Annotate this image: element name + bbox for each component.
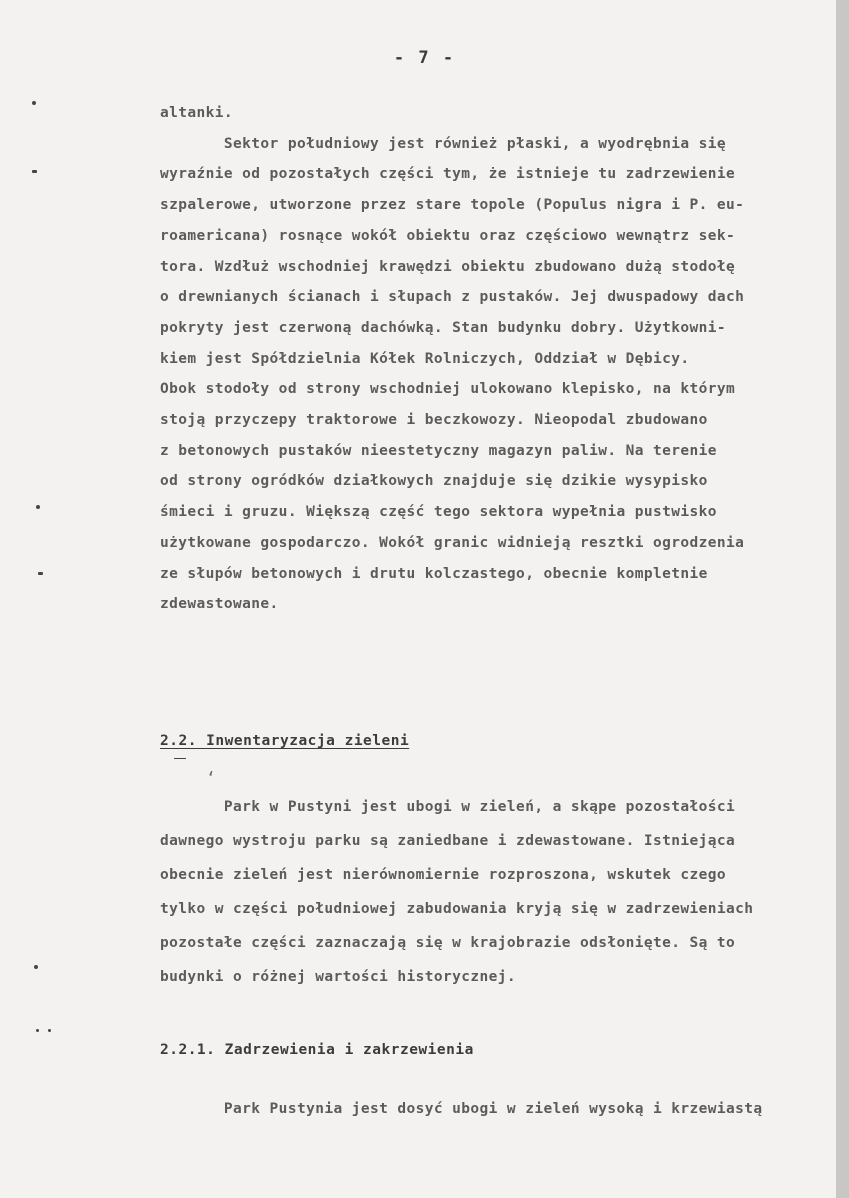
paragraph-sector-description: altanki. Sektor południowy jest również płaski, a wyodrębnia się wyraźnie od pozostałych części tym, że istnieje tu zadrzewienie szpalerowe, utworzone przez stare topole (Populus nigra i P. eu- roamericana) rosnące wokół obiektu oraz częściowo wewnątrz sek- tora. Wzdłuż wschodniej krawędzi obiektu zbudowano dużą stodołę o drewnianych ścianach i słupach z pustaków. Jej dwuspadowy dach pokryty jest czerwoną dachówką. Stan budynku dobry. Użytkowni- kiem jest Spółdzielnia Kółek Rolniczych, Oddział w Dębicy. Obok stodoły od strony wschodniej ulokowano klepisko, na którym stoją przyczepy traktorowe i beczkowozy. Nieopodal zbudowano z betonowych pustaków nieestetyczny magazyn paliw. Na terenie od strony ogródków działkowych znajduje się dzikie wysypisko śmieci i gruzu. Większą część tego sektora wypełnia pustwisko użytkowane gospodarczo. Wokół granic widnieją resztki ogrodzenia ze słupów betonowych i drutu kolczastego, obecnie kompletnie zdewastowane. — [160, 105, 745, 613]
paragraph-trees-shrubs: Park Pustynia jest dosyć ubogi w zieleń wysoką i krzewiastą — [160, 1101, 763, 1117]
binding-hole-mark — [38, 572, 43, 575]
section-heading-2-2-1: 2.2.1. Zadrzewienia i zakrzewienia — [160, 1042, 474, 1058]
binding-hole-mark — [32, 170, 37, 173]
binding-hole-mark — [36, 505, 40, 509]
scan-edge-shadow — [836, 0, 849, 1198]
binding-hole-mark — [36, 1029, 39, 1032]
section-heading-2-2: 2.2. Inwentaryzacja zieleni — [160, 733, 410, 749]
binding-hole-mark — [34, 965, 38, 969]
binding-hole-mark — [48, 1029, 51, 1032]
paragraph-greenery-inventory: Park w Pustyni jest ubogi w zieleń, a skąpe pozostałości dawnego wystroju parku są zaniedbane i zdewastowane. Istniejąca obecnie zieleń jest nierównomiernie rozproszona, wskutek czego tylko w części południowej zabudowania kryją się w zadrzewieniach pozostałe części zaznaczają się w krajobrazie odsłonięte. Są to budynki o różnej wartości historycznej. — [160, 799, 754, 985]
underline-smudge — [174, 758, 186, 759]
stray-mark: ‘ — [206, 768, 216, 787]
binding-hole-mark — [32, 101, 36, 105]
page-number: - 7 - — [393, 48, 456, 68]
